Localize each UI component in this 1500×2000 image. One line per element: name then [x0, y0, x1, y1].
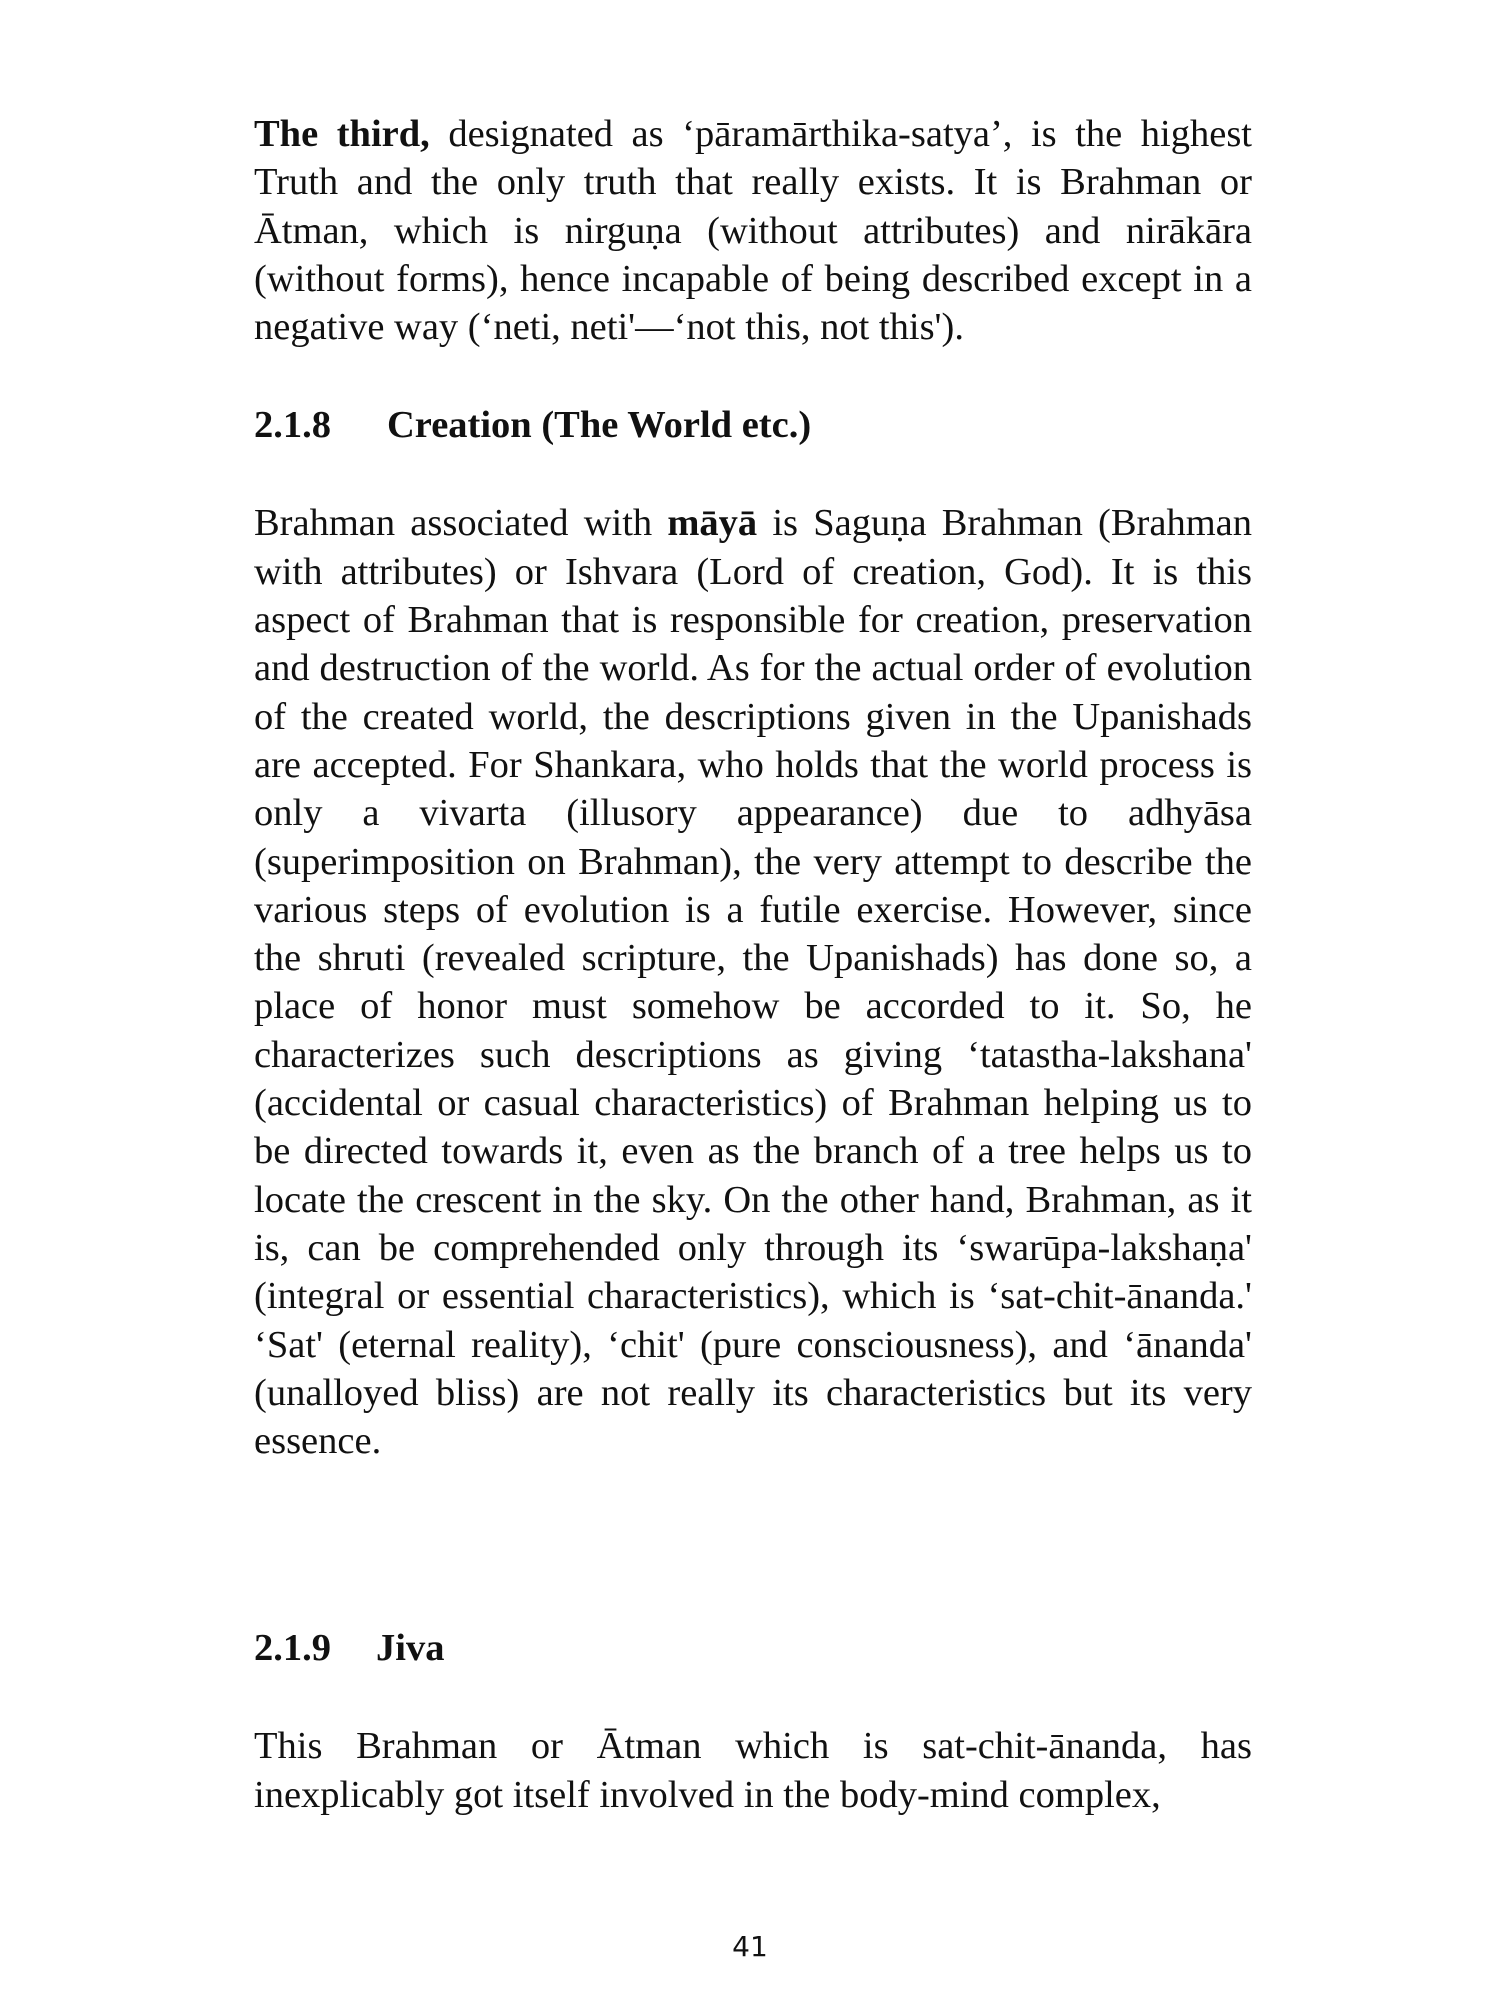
paragraph-text: designated as ‘pāramārthika-satya’, is the highest Truth and the only truth that really exists. It is Brahman or Ātman, which is nirguṇa (without attributes) and nirākāra (without forms), hence incapable of being described except in a negative way (‘neti, neti'—‘not this, not this').: [254, 113, 1253, 349]
paragraph-third-truth: [254, 110, 1252, 351]
section-title: Creation (The World etc.): [387, 404, 812, 447]
section-number: 2.1.9: [254, 1627, 331, 1670]
section-number: 2.1.8: [254, 404, 331, 447]
bold-term-maya: māyā: [667, 502, 758, 545]
paragraph-creation: [254, 499, 1252, 1465]
page-number: 41: [732, 1930, 768, 1963]
page-body: [254, 110, 1252, 1819]
paragraph-jiva: [254, 1722, 1252, 1819]
paragraph-text: This Brahman or Ātman which is sat-chit-ānanda, has inexplicably got itself involved in the body-mind complex,: [254, 1725, 1252, 1816]
lead-bold-text: The third,: [254, 113, 430, 155]
section-title: Jiva: [376, 1627, 445, 1670]
paragraph-text-rest: is Saguṇa Brahman (Brahman with attributes) or Ishvara (Lord of creation, God). It is this aspect of Brahman that is responsible for creation, preservation and destruction of the world. As for the actual order of evolution of the created world, the descriptions given in the Upanishads are accepted. For Shankara, who holds that the world process is only a vivarta (illusory appearance) due to adhyāsa (superimposition on Brahman), the very attempt to describe the various steps of evolution is a futile exercise. However, since the shruti (revealed scripture, the Upanishads) has done so, a place of honor must somehow be accorded to it. So, he characterizes such descriptions as giving ‘tatastha-lakshana' (accidental or casual characteristics) of Brahman helping us to be directed towards it, even as the branch of a tree helps us to locate the crescent in the sky. On the other hand, Brahman, as it is, can be comprehended only through its ‘swarūpa-lakshaṇa' (integral or essential characteristics), which is ‘sat-chit-ānanda.' ‘Sat' (eternal reality), ‘chit' (pure consciousness), and ‘ānanda' (unalloyed bliss) are not really its characteristics but its very essence.: [254, 502, 1252, 1463]
paragraph-text-start: Brahman associated with: [254, 502, 668, 545]
section-heading-creation: [254, 401, 1252, 449]
section-heading-jiva: [254, 1624, 1252, 1672]
